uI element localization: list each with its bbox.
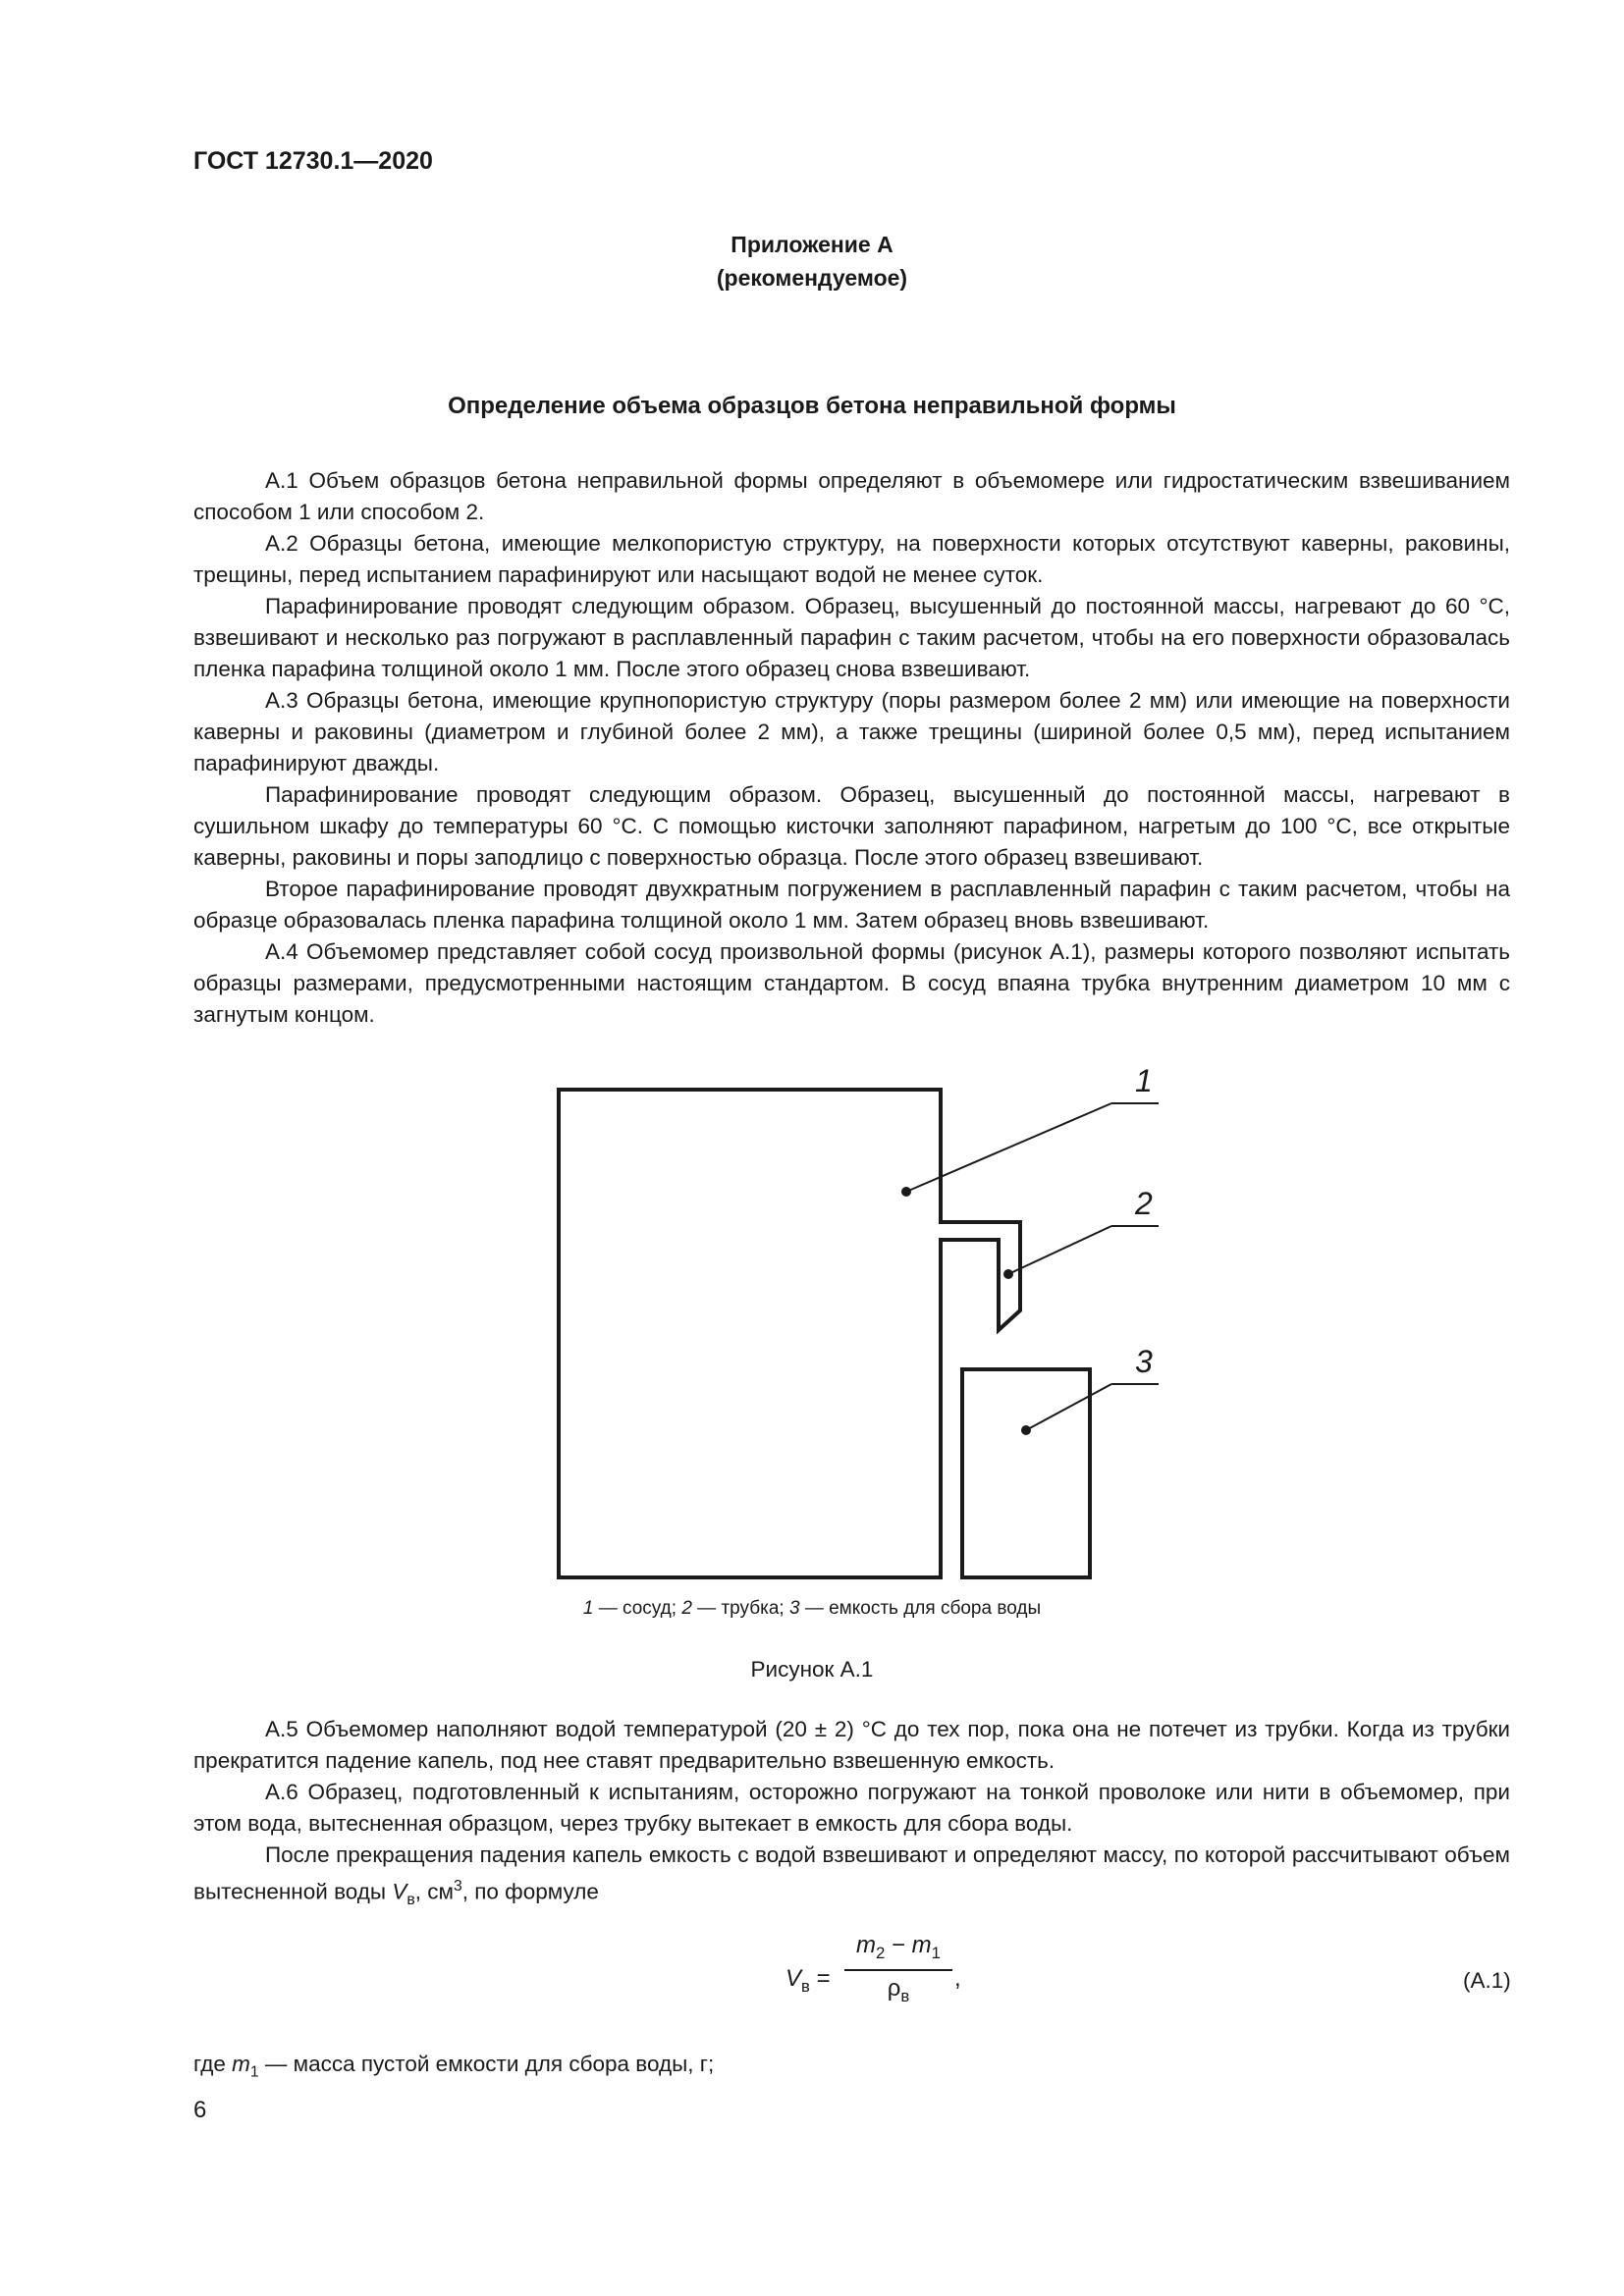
paragraph: Парафинирование проводят следующим образом. Образец, высушенный до постоянной массы, нагревают до 60 °С, взвешивают и несколько раз погружают в расплавленный парафин с таким расчетом, чтобы на его поверхности образовалась пленка парафина толщиной около 1 мм. После этого образец снова взвешивают. — [193, 594, 1510, 681]
figure-title: Рисунок А.1 — [750, 1657, 874, 1682]
volumeter-diagram — [530, 1045, 1198, 1595]
leader-line-3 — [1026, 1384, 1111, 1430]
body-text-top — [193, 465, 1510, 1031]
legend-num-1: 1 — [582, 1598, 594, 1619]
fraction-bar — [844, 1969, 952, 1971]
section-title: Определение объема образцов бетона неправильной формы — [448, 393, 1176, 419]
formula-fraction — [844, 1932, 952, 2006]
paragraph: А.5 Объемомер наполняют водой температурой (20 ± 2) °С до тех пор, пока она не потечет из трубки. Когда из трубки прекратится падение капель, под нее ставят предварительно взвешенную емкость. — [193, 1717, 1510, 1773]
paragraph: Второе парафинирование проводят двухкратным погружением в расплавленный парафин с таким расчетом, чтобы на образце образовалась пленка парафина толщиной около 1 мм. Затем образец вновь взвешивают. — [193, 877, 1510, 933]
leader-dot-2 — [1004, 1270, 1012, 1278]
equation-number: (А.1) — [1463, 1968, 1511, 1993]
legend-text-1: — сосуд; — [593, 1598, 682, 1619]
legend-num-2: 2 — [681, 1598, 692, 1619]
annex-heading — [0, 228, 1624, 294]
legend-text-2: — трубка; — [691, 1598, 789, 1619]
figure-legend — [0, 1598, 1624, 1620]
formula-lhs: $V_в$ = — [785, 1965, 831, 1996]
figure-label-1: 1 — [1135, 1063, 1153, 1098]
leader-line-2 — [1008, 1226, 1111, 1274]
formula-comma: , — [954, 1965, 961, 1992]
paragraph: А.3 Образцы бетона, имеющие крупнопористую структуру (поры размером более 2 мм) или имеющие на поверхности каверны и раковины (диаметром и глубиной более 2 мм), а также трещины (шириной более 0,5 мм), перед испытанием парафинируют дважды. — [193, 688, 1510, 775]
where-clause: где $m_1$ — масса пустой емкости для сбора воды, г; — [193, 2052, 715, 2081]
document-header: ГОСТ 12730.1—2020 — [193, 147, 433, 175]
paragraph: А.1 Объем образцов бетона неправильной формы определяют в объемомере или гидростатическим взвешиванием способом 1 или способом 2. — [193, 468, 1510, 524]
leader-dot-3 — [1022, 1426, 1030, 1434]
formula-numerator: $m_2 - m_1$ — [855, 1932, 942, 1962]
body-text-bottom — [193, 1714, 1510, 1916]
leader-dot-1 — [902, 1188, 910, 1196]
annex-status: (рекомендуемое) — [716, 265, 908, 291]
paragraph: А.2 Образцы бетона, имеющие мелкопористую структуру, на поверхности которых отсутствуют каверны, раковины, трещины, перед испытанием парафинируют или насыщают водой не менее суток. — [193, 531, 1510, 587]
page-number: 6 — [193, 2097, 207, 2123]
paragraph: Парафинирование проводят следующим образом. Образец, высушенный до постоянной массы, нагревают в сушильном шкафу до температуры 60 °С. С помощью кисточки заполняют парафином, нагретым до 100 °С, все открытые каверны, раковины и поры заподлицо с поверхностью образца. После этого образец взвешивают. — [193, 782, 1510, 870]
figure-label-2: 2 — [1135, 1186, 1153, 1221]
paragraph: А.6 Образец, подготовленный к испытаниям, осторожно погружают на тонкой проволоке или нити в объемомер, при этом вода, вытесненная образцом, через трубку вытекает в емкость для сбора воды. — [193, 1780, 1510, 1836]
annex-label: Приложение А — [731, 232, 893, 257]
legend-text-3: — емкость для сбора воды — [799, 1598, 1042, 1619]
paragraph-with-variable: После прекращения падения капель емкость с водой взвешивают и определяют массу, по которой рассчитывают объем вытесненной воды $V_в$, $см^3$, по формуле — [193, 1842, 1510, 1908]
formula-denominator: $\rho_в$ — [887, 1975, 910, 2005]
legend-num-3: 3 — [788, 1598, 800, 1619]
paragraph: А.4 Объемомер представляет собой сосуд произвольной формы (рисунок А.1), размеры которого позволяют испытать образцы размерами, предусмотренными настоящим стандартом. В сосуд впаяна трубка внутренним диаметром 10 мм с загнутым концом. — [193, 939, 1510, 1027]
vessel-outline — [559, 1090, 1020, 1577]
container-outline — [962, 1369, 1090, 1577]
leader-line-1 — [906, 1103, 1111, 1192]
formula-a1 — [785, 1932, 982, 2030]
figure-label-3: 3 — [1135, 1344, 1153, 1379]
